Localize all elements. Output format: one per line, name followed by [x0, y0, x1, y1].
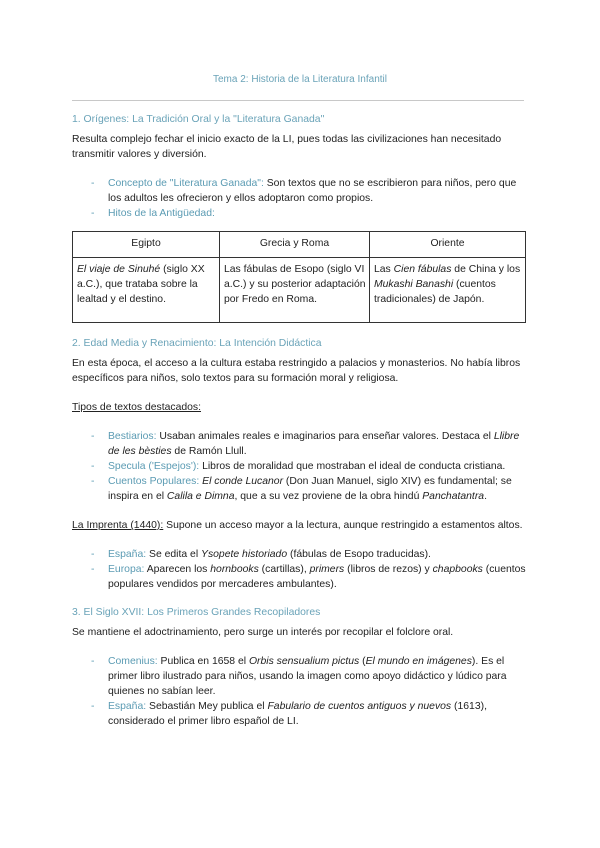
section-1-paragraph: Resulta complejo fechar el inicio exacto de la LI, pues todas las civilizaciones han necesitado transmitir valores y diversión. [72, 134, 502, 160]
section-3-heading: 3. El Siglo XVII: Los Primeros Grandes Recopiladores [72, 607, 321, 618]
title-divider [72, 100, 524, 101]
list-item-specula: - Specula ('Espejos'): Libros de moralidad que mostraban el ideal de conducta cristiana. [72, 459, 528, 474]
list-item-comenius: - Comenius: Publica en 1658 el Orbis sensualium pictus (El mundo en imágenes). Es el primer libro ilustrado para niños, usando la imagen como apoyo didáctico y lúdico para quienes no sabían leer. [72, 654, 528, 699]
section-1-heading: 1. Orígenes: La Tradición Oral y la "Literatura Ganada" [72, 114, 325, 125]
section-1-list [72, 176, 528, 221]
section-3-paragraph: Se mantiene el adoctrinamiento, pero surge un interés por recopilar el folclore oral. [72, 627, 454, 638]
section-3-list [72, 654, 528, 729]
imprenta-paragraph: La Imprenta (1440): Supone un acceso mayor a la lectura, aunque restringido a estamentos altos. [72, 520, 523, 531]
table-cell-grecia: Las fábulas de Esopo (siglo VI a.C.) y su posterior adaptación por Fredo en Roma. [220, 258, 370, 323]
table-header-egipto: Egipto [73, 232, 220, 258]
table-cell-egipto: El viaje de Sinuhé (siglo XX a.C.), que trataba sobre la lealtad y el destino. [73, 258, 220, 323]
list-item-espana: - España: Se edita el Ysopete historiado (fábulas de Esopo traducidas). [72, 547, 528, 562]
list-item-bestiarios: - Bestiarios: Usaban animales reales e imaginarios para enseñar valores. Destaca el Llibre de les bèsties de Ramón Llull. [72, 429, 528, 459]
antiquity-table [72, 231, 526, 323]
list-item-europa: - Europa: Aparecen los hornbooks (cartillas), primers (libros de rezos) y chapbooks (cuentos populares vendidos por mercaderes ambulantes). [72, 562, 528, 592]
imprenta-list [72, 547, 528, 592]
section-2-heading: 2. Edad Media y Renacimiento: La Intención Didáctica [72, 338, 322, 349]
table-header-grecia: Grecia y Roma [220, 232, 370, 258]
list-item-hitos [72, 206, 528, 221]
table-cell-oriente: Las Cien fábulas de China y los Mukashi Banashi (cuentos tradicionales) de Japón. [370, 258, 526, 323]
section-2-paragraph: En esta época, el acceso a la cultura estaba restringido a palacios y monasterios. No había libros específicos para niños, solo textos para su formación moral y religiosa. [72, 358, 521, 384]
list-item-label: Hitos de la Antigüedad: [108, 208, 215, 219]
list-item-cuentos: - Cuentos Populares: El conde Lucanor (Don Juan Manuel, siglo XIV) es fundamental; se inspira en el Calila e Dimna, que a su vez proviene de la obra hindú Panchatantra. [72, 474, 528, 504]
tipos-heading: Tipos de textos destacados: [72, 402, 201, 413]
table-header-oriente: Oriente [370, 232, 526, 258]
section-2-list [72, 429, 528, 504]
list-item-label: Concepto de "Literatura Ganada": [108, 178, 264, 189]
table-row [73, 258, 526, 323]
list-item-espana-mey: - España: Sebastián Mey publica el Fabulario de cuentos antiguos y nuevos (1613), considerado el primer libro español de LI. [72, 699, 528, 729]
page-title: Tema 2: Historia de la Literatura Infantil [213, 74, 387, 85]
table-header-row [73, 232, 526, 258]
list-item-literatura-ganada: - Concepto de "Literatura Ganada": Son textos que no se escribieron para niños, pero que los adultos les ofrecieron y ellos adoptaron como propios. [72, 176, 528, 206]
